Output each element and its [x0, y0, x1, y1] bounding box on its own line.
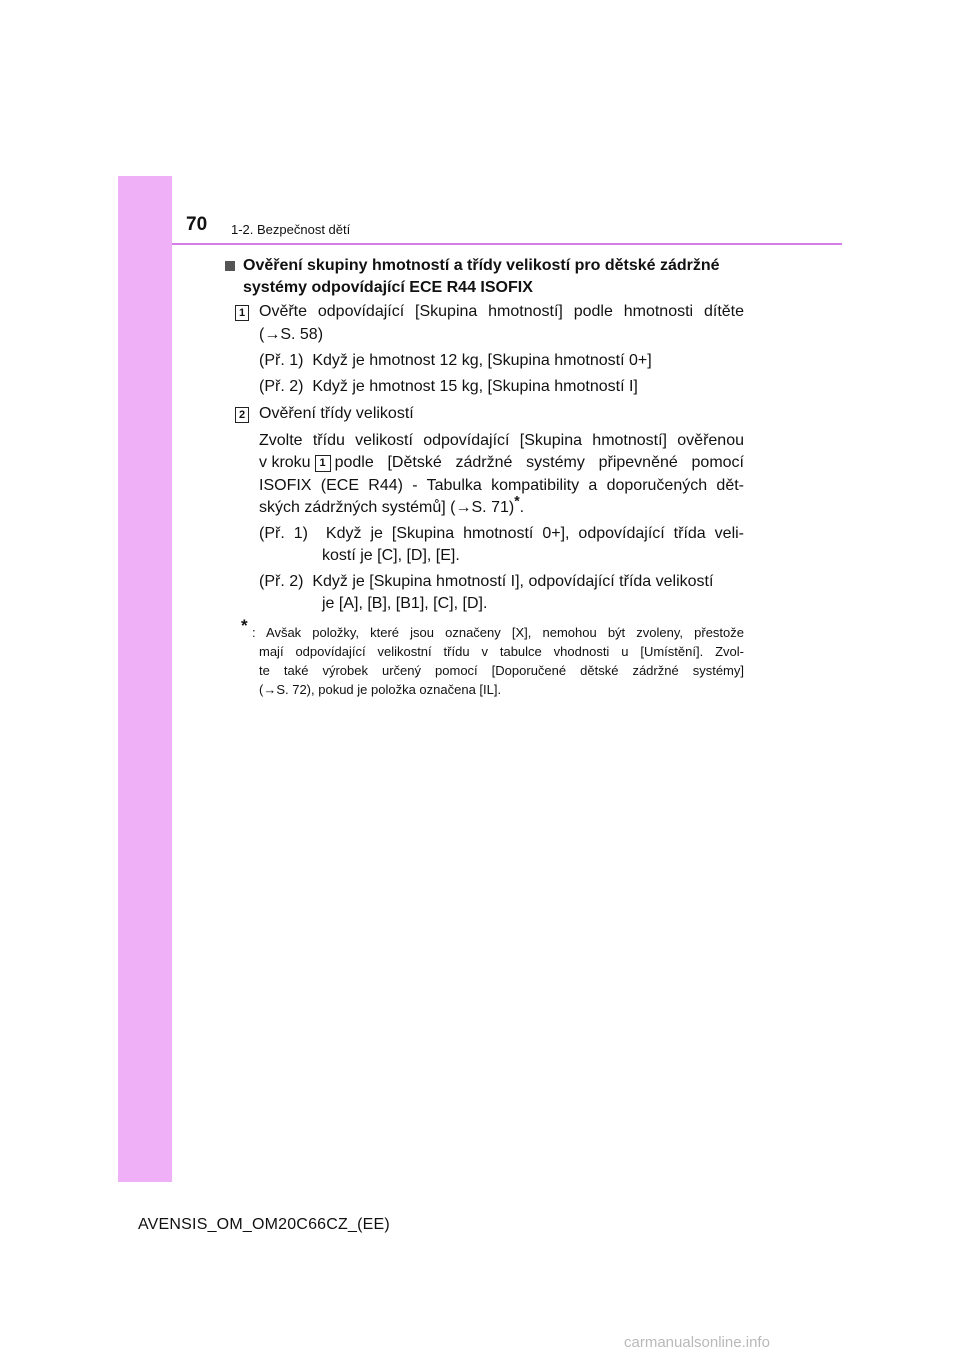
document-id: AVENSIS_OM_OM20C66CZ_(EE)	[138, 1216, 390, 1233]
heading-line-1: Ověření skupiny hmotností a třídy velikostí pro dětské zádržné	[243, 257, 720, 274]
step2-text-end: .	[519, 499, 525, 516]
step2-text-a: v kroku	[259, 454, 311, 471]
step1-example-1: (Př. 1) Když je hmotnost 12 kg, [Skupina hmotností 0+]	[259, 352, 652, 369]
heading-bullet-icon	[225, 261, 235, 271]
step-number-2: 2	[235, 407, 249, 423]
footnote-line-4: (→S. 72), pokud je položka označena [IL].	[259, 682, 502, 697]
step-number-1: 1	[235, 305, 249, 321]
heading-line-2: systémy odpovídající ECE R44 ISOFIX	[243, 279, 533, 296]
step2-example-1-line-1: (Př. 1) Když je [Skupina hmotností 0+], odpovídající třída veli-	[259, 525, 744, 542]
step2-title: Ověření třídy velikostí	[259, 405, 414, 422]
page-number: 70	[186, 214, 208, 235]
step1-line-2: (→S. 58)	[259, 326, 324, 343]
sidebar-tab	[118, 176, 172, 1182]
step2-example-2-line-1: (Př. 2) Když je [Skupina hmotností I], odpovídající třída velikostí	[259, 573, 714, 590]
step2-example-1-line-2: kostí je [C], [D], [E].	[322, 547, 460, 564]
step-reference-1: 1	[315, 455, 331, 472]
footnote-asterisk: *	[241, 616, 248, 635]
footnote-line-2: mají odpovídající velikostní třídu v tabulce vhodnosti u [Umístění]. Zvol-	[259, 644, 744, 659]
step2-text-b: podle [Dětské zádržné systémy připevněné pomocí	[334, 454, 744, 471]
step1-example-2: (Př. 2) Když je hmotnost 15 kg, [Skupina hmotností I]	[259, 378, 638, 395]
footnote-marker: *	[514, 492, 520, 509]
watermark: carmanualsonline.info	[624, 1334, 770, 1351]
step2-text-c: ských zádržných systémů] (→S. 71)	[259, 499, 515, 516]
section-title: 1-2. Bezpečnost dětí	[231, 222, 351, 237]
footnote-line-3: te také výrobek určený pomocí [Doporučené dětské zádržné systémy]	[259, 663, 744, 678]
header-divider	[172, 243, 842, 245]
footnote-line-1: : Avšak položky, které jsou označeny [X], nemohou být zvoleny, přestože	[252, 625, 744, 640]
step2-example-2-line-2: je [A], [B], [B1], [C], [D].	[322, 595, 488, 612]
step1-line-1: Ověřte odpovídající [Skupina hmotností] podle hmotnosti dítěte	[259, 303, 744, 320]
step2-paragraph-line-2	[259, 452, 744, 474]
step2-paragraph-line-1: Zvolte třídu velikostí odpovídající [Skupina hmotností] ověřenou	[259, 432, 744, 449]
step2-paragraph-line-3: ISOFIX (ECE R44) - Tabulka kompatibility a doporučených dět-	[259, 477, 744, 494]
step2-paragraph-line-4	[259, 492, 525, 519]
